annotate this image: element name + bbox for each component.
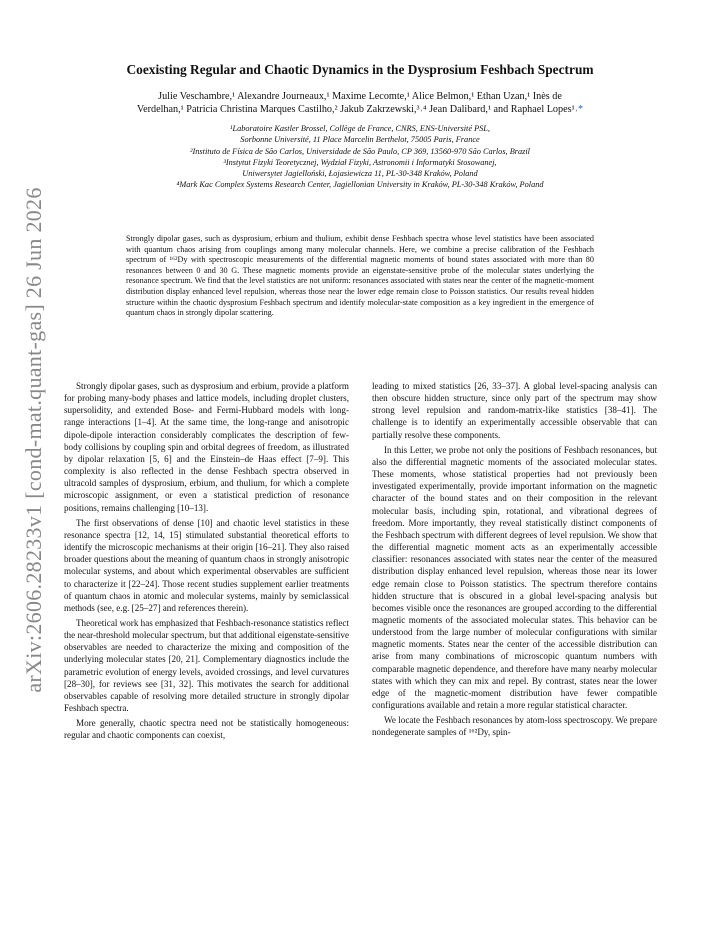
- affiliation-line: ¹Laboratoire Kastler Brossel, Collège de France, CNRS, ENS-Université PSL,: [230, 124, 490, 133]
- affiliation-line: ³Instytut Fizyki Teoretycznej, Wydział Fizyki, Astronomii i Informatyki Stosowanej,: [223, 157, 497, 167]
- paragraph: The first observations of dense [10] and chaotic level statistics in these resonance spectra [12, 14, 15] stimulated substantial theoretical efforts to identify the microscopic mechanisms at their origin [16–21]. They also raised broader questions about the meaning of quantum chaos in strongly anisotropic molecular systems, and about which experimental observables are sufficient to characterize it [22–24]. Those recent studies supplement earlier treatments of quantum chaos in atomic and molecular systems, mainly by semiclassical methods (see, e.g. [25–27] and references therein).: [64, 517, 349, 613]
- paper-title: Coexisting Regular and Chaotic Dynamics in the Dysprosium Feshbach Spectrum: [126, 62, 594, 77]
- abstract: Strongly dipolar gases, such as dysprosium, erbium and thulium, exhibit dense Feshbach spectra whose level statistics have been associated with quantum chaos arising from couplings among many molecular channels. Here, we combine a precise calibration of the Feshbach spectrum of ¹⁶²Dy with spectroscopic measurements of the differential magnetic moments of bound states associated with more than 80 resonances between 0 and 30 G. These magnetic moments provide an eigenstate-sensitive probe of the molecular states underlying the resonance spectrum. We find that the level statistics are not uniform: resonances associated with states near the center of the magnetic-moment distribution display enhanced level repulsion, whereas those near the lower edge remain close to Poisson statistics. Our results reveal hidden structure within the chaotic dysprosium Feshbach spectrum and identify molecular-state composition as a key ingredient in the emergence of quantum chaos in strongly dipolar scattering.: [126, 234, 594, 318]
- paragraph: We locate the Feshbach resonances by atom-loss spectroscopy. We prepare nondegenerate samples of ¹⁶²Dy, spin-: [372, 715, 657, 738]
- paragraph: leading to mixed statistics [26, 33–37]. A global level-spacing analysis can then obscure hidden structure, since only part of the spectrum may show strong level repulsion and random-matrix-like statistics [38–41]. The challenge is to identify an experimentally accessible observable that can partially resolve these components.: [372, 381, 657, 440]
- paragraph: Theoretical work has emphasized that Feshbach-resonance statistics reflect the near-threshold molecular spectrum, but that additional eigenstate-sensitive observables are needed to characterize the mixing and composition of the underlying molecular states [20, 21]. Complementary diagnostics include the parametric evolution of energy levels, avoided crossings, and level curvatures [28–30], for reviews see [31, 32]. This motivates the search for additional observables capable of resolving more detailed structure in strongly dipolar Feshbach spectra.: [64, 617, 349, 714]
- affiliation-line: ⁴Mark Kac Complex Systems Research Center, Jagiellonian University in Kraków, PL-30-348 Kraków, Poland: [176, 180, 544, 190]
- affiliation-line: Uniwersytet Jagielloński, Łojasiewicza 11, PL-30-348 Kraków, Poland: [242, 169, 478, 179]
- author-list: [90, 90, 630, 116]
- paragraph: In this Letter, we probe not only the positions of Feshbach resonances, but also the differential magnetic moments of the associated molecular states. These moments, whose statistical properties had not previously been investigated experimentally, provide important information on the magnetic character of the bound states and on their composition in the relevant molecular basis, including spin, rotational, and vibrational degrees of freedom. More importantly, they reveal statistically distinct components of the Feshbach spectrum with different degrees of level repulsion. We show that the differential magnetic moment acts as an experimentally accessible classifier: resonances associated with states near the center of the measured distribution display enhanced level repulsion, whereas those near its lower edge remain close to Poisson statistics. The spectrum therefore contains hidden structure that is obscured in a global level-spacing analysis but becomes visible once the resonances are grouped according to the differential magnetic moments of the associated molecular states. This behavior can be understood from the large number of molecular configurations with similar magnetic moments. States near the center of the accessible distribution can arise from many combinations of microscopic quantum numbers with comparable magnetic dependence, and therefore have many nearby molecular states with which they can mix and repel. By contrast, states near the lower edge of the magnetic-moment distribution have fewer compatible configurations available and retain a more regular statistical character.: [372, 444, 657, 711]
- paragraph: More generally, chaotic spectra need not be statistically homogeneous: regular and chaotic components can coexist,: [64, 718, 349, 741]
- paragraph: Strongly dipolar gases, such as dysprosium and erbium, provide a platform for probing many-body phases and lattice models, including droplet clusters, supersolidity, and extended Bose- and Fermi-Hubbard models with long-range interactions [1–4]. At the same time, the long-range and anisotropic dipole-dipole interaction considerably complicates the description of few-body collisions by coupling spin and orbital degrees of freedom, as illustrated by dipolar relaxation [5, 6] and the Einstein–de Haas effect [7–9]. This complexity is also reflected in the dense Feshbach spectra observed in ultracold samples of dysprosium, erbium, and thulium, for which a complete microscopic assignment, or even a statistical prediction of resonance positions, remains challenging [10–13].: [64, 381, 349, 513]
- authors-line-2-text: Verdelhan,¹ Patricia Christina Marques Castilho,² Jakub Zakrzewski,³˒⁴ Jean Dalibard,¹ and Raphael Lopes¹˒: [136, 104, 579, 115]
- affiliation-line: Sorbonne Université, 11 Place Marcelin Berthelot, 75005 Paris, France: [240, 135, 480, 145]
- arxiv-identifier-sidebar: [14, 180, 54, 700]
- affiliations: [90, 123, 630, 191]
- arxiv-identifier: arXiv:2606.28233v1 [cond-mat.quant-gas] 26 Jun 2026: [21, 187, 46, 693]
- affiliation-line: ²Instituto de Física de São Carlos, Universidade de São Paulo, CP 369, 13560-970 São Carlos, Brazil: [190, 146, 530, 156]
- left-column: [64, 380, 349, 742]
- authors-line-1: Julie Veschambre,¹ Alexandre Journeaux,¹ Maxime Lecomte,¹ Alice Belmon,¹ Ethan Uzan,¹ Inès de: [158, 91, 562, 102]
- corresponding-author-link[interactable]: *: [578, 104, 584, 115]
- right-column: [372, 380, 657, 739]
- authors-line-2: [90, 103, 630, 116]
